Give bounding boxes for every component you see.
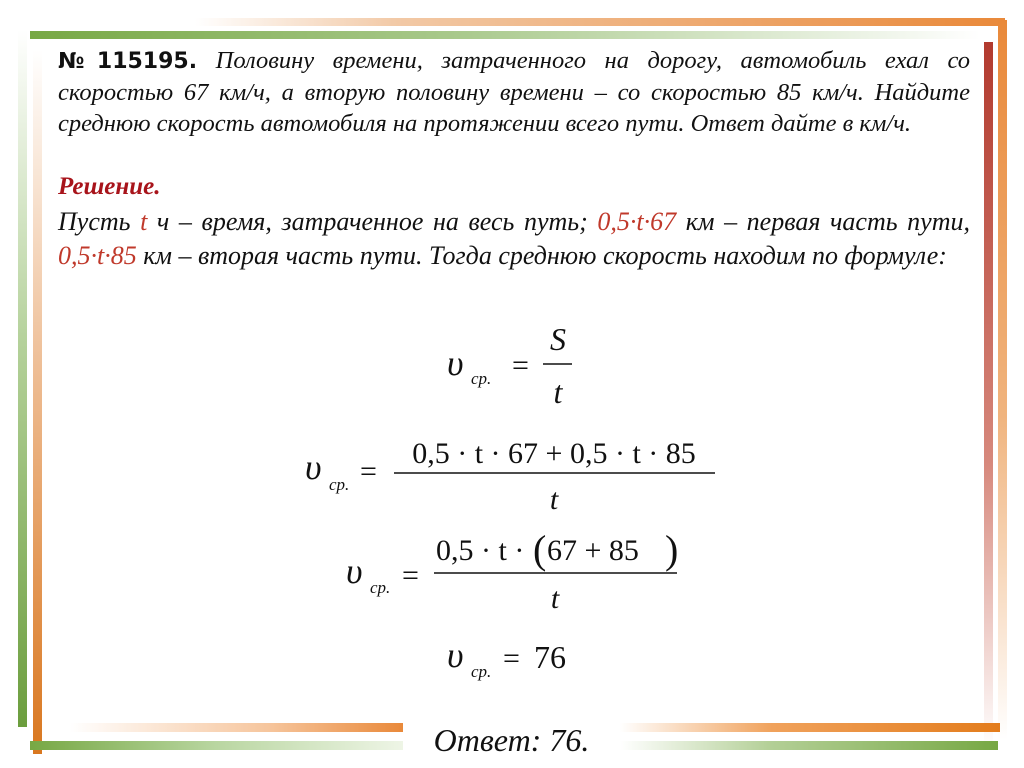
solution-text-2: ч – время, затраченное на весь путь; xyxy=(147,207,598,236)
velocity-subscript: ср. xyxy=(370,578,391,597)
equals-sign: = xyxy=(360,455,377,488)
formula-4 xyxy=(447,635,566,681)
denominator: t xyxy=(550,582,560,615)
problem-text: Половину времени, затраченного на дорогу, автомобиль ехал со скоростью 67 км/ч, а вторую половину времени – со скоростью 85 км/ч. Найдите среднюю скорость автомобиля на протяжении всего пути. Ответ дайте в км/ч. xyxy=(58,47,971,137)
formula-2 xyxy=(305,437,715,516)
velocity-symbol: υ xyxy=(447,343,464,383)
expression-first-part: 0,5·t·67 xyxy=(597,207,677,236)
velocity-symbol: υ xyxy=(346,551,363,591)
denominator: t xyxy=(549,483,559,516)
problem-number: №115195. xyxy=(58,49,198,74)
formula-1 xyxy=(447,321,572,410)
equals-sign: = xyxy=(402,559,419,592)
answer-text: Ответ: 76. xyxy=(433,722,590,758)
expression-second-part: 0,5·t·85 xyxy=(58,241,137,270)
equals-sign: = xyxy=(503,642,520,675)
velocity-symbol: υ xyxy=(447,635,464,675)
velocity-symbol: υ xyxy=(305,447,322,487)
solution-text-1: Пусть xyxy=(58,207,141,236)
result-value: 76 xyxy=(534,639,566,675)
numerator-part-b: 67 + 85 xyxy=(547,534,639,567)
formula-3 xyxy=(346,527,678,615)
velocity-subscript: ср. xyxy=(471,662,492,681)
numerator: S xyxy=(550,321,566,357)
equals-sign: = xyxy=(512,349,529,382)
right-parenthesis: ) xyxy=(665,527,679,572)
velocity-subscript: ср. xyxy=(329,475,350,494)
velocity-subscript: ср. xyxy=(471,369,492,388)
variable-t: t xyxy=(140,207,148,236)
solution-heading: Решение. xyxy=(58,173,161,200)
left-parenthesis: ( xyxy=(533,527,547,572)
denominator: t xyxy=(553,374,563,410)
numerator-part-a: 0,5 · t · xyxy=(436,534,525,567)
solution-text-3: км – первая часть пути, xyxy=(676,207,970,236)
solution-text-4: км – вторая часть пути. Тогда среднюю скорость находим по формуле: xyxy=(136,241,947,270)
numerator: 0,5 · t · 67 + 0,5 · t · 85 xyxy=(412,437,696,470)
